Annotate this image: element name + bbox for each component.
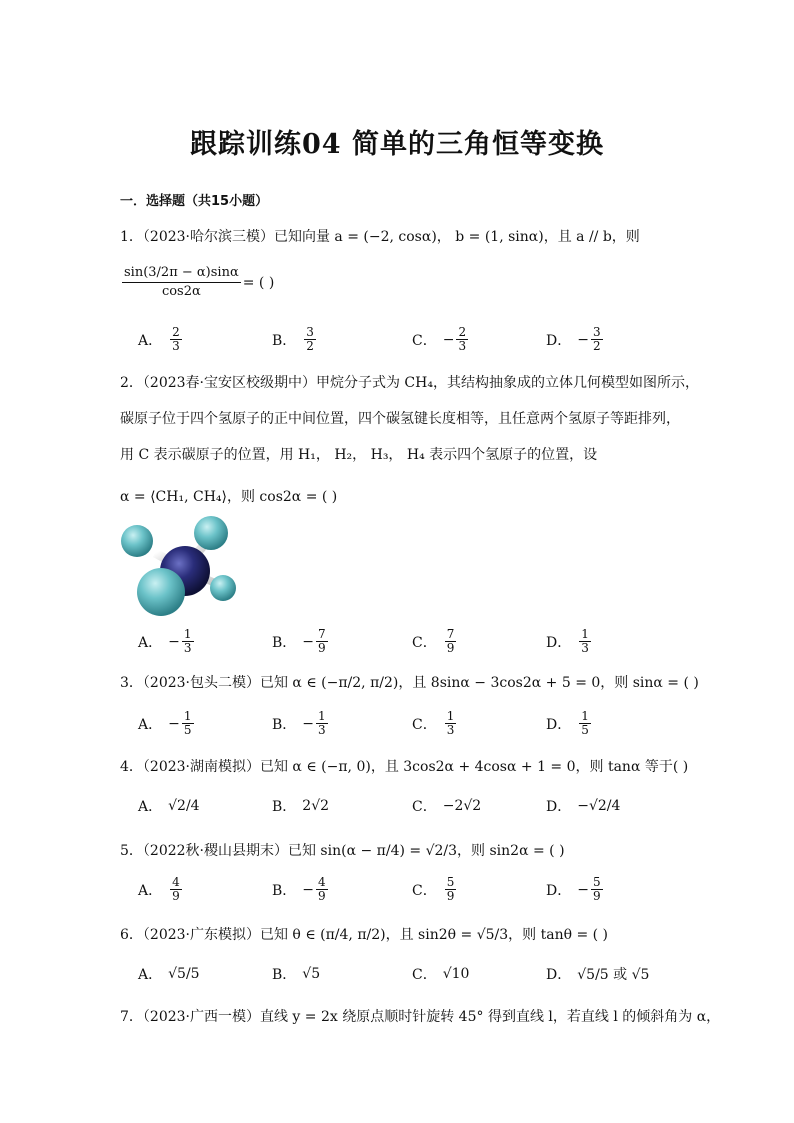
q3-option-a[interactable]: A． − $\frac{1}{5}$ [138, 709, 192, 737]
q4-option-b[interactable]: B． 2√2 [272, 798, 330, 815]
q3-option-c[interactable]: C． $\frac{1}{3}$ [412, 709, 455, 737]
hydrogen-atom [137, 568, 185, 616]
q2-option-a[interactable]: A． − $\frac{1}{3}$ [138, 627, 192, 655]
q1-expr-tail: = ( ) [242, 274, 275, 291]
q2-stem-line1: 2．（2023春·宝安区校级期中）甲烷分子式为 CH₄，其结构抽象成的立体几何模型如图所示， [120, 375, 699, 391]
q2-stem-line4: α = ⟨CH₁, CH₄⟩，则 cos2α = ( ) [120, 489, 338, 505]
q6-option-b[interactable]: B． √5 [272, 966, 321, 983]
q5-stem: 5．（2022秋·稷山县期末）已知 sin(α − π/4) = √2/3，则 sin2α = ( ) [120, 843, 565, 859]
q1-expr-denominator: cos2α [161, 284, 201, 299]
q4-option-c[interactable]: C． −2√2 [412, 798, 482, 815]
q4-option-a[interactable]: A． √2/4 [138, 798, 200, 815]
q5-option-c[interactable]: C． $\frac{5}{9}$ [412, 875, 455, 903]
q5-option-d[interactable]: D． − $\frac{5}{9}$ [546, 875, 601, 903]
q4-stem: 4．（2023·湖南模拟）已知 α ∈ (−π, 0)，且 3cos2α + 4cosα + 1 = 0，则 tanα 等于( ) [120, 759, 689, 775]
q1-option-c[interactable]: C． − $\frac{2}{3}$ [412, 325, 467, 353]
q2-option-c[interactable]: C． $\frac{7}{9}$ [412, 627, 455, 655]
q3-option-b[interactable]: B． − $\frac{1}{3}$ [272, 709, 326, 737]
hydrogen-atom [210, 575, 236, 601]
section-heading: 一．选择题（共15小题） [120, 194, 269, 209]
q6-option-c[interactable]: C． √10 [412, 966, 470, 983]
q1-option-a[interactable]: A． $\frac{2}{3}$ [138, 325, 180, 353]
methane-molecule-figure [115, 513, 245, 618]
q1-option-b[interactable]: B． $\frac{3}{2}$ [272, 325, 314, 353]
q2-option-b[interactable]: B． − $\frac{7}{9}$ [272, 627, 326, 655]
q5-option-a[interactable]: A． $\frac{4}{9}$ [138, 875, 180, 903]
q2-stem-line3: 用 C 表示碳原子的位置，用 H₁， H₂， H₃， H₄ 表示四个氢原子的位置，设 [120, 447, 598, 463]
q6-option-a[interactable]: A． √5/5 [138, 966, 200, 983]
hydrogen-atom [194, 516, 228, 550]
q6-option-d[interactable]: D． √5/5 或 √5 [546, 967, 650, 983]
q4-option-d[interactable]: D． −√2/4 [546, 798, 621, 815]
q7-stem: 7．（2023·广西一模）直线 y = 2x 绕原点顺时针旋转 45° 得到直线 l，若直线 l 的倾斜角为 α， [120, 1009, 721, 1025]
q5-option-b[interactable]: B． − $\frac{4}{9}$ [272, 875, 326, 903]
q3-option-d[interactable]: D． $\frac{1}{5}$ [546, 709, 589, 737]
q2-stem-line2: 碳原子位于四个氢原子的正中间位置，四个碳氢键长度相等，且任意两个氢原子等距排列， [120, 411, 680, 427]
q3-stem: 3．（2023·包头二模）已知 α ∈ (−π/2, π/2)，且 8sinα − 3cos2α + 5 = 0，则 sinα = ( ) [120, 675, 699, 691]
hydrogen-atom [121, 525, 153, 557]
page-title: 跟踪训练04 简单的三角恒等变换 [190, 129, 604, 160]
q1-stem: 1．（2023·哈尔滨三模）已知向量 a = (−2, cosα)， b = (1, sinα)，且 a // b，则 [120, 229, 640, 245]
q1-expr-numerator: sin(3/2π − α)sinα [122, 264, 241, 283]
q6-stem: 6．（2023·广东模拟）已知 θ ∈ (π/4, π/2)，且 sin2θ = √5/3，则 tanθ = ( ) [120, 927, 609, 943]
q1-expression [120, 264, 274, 301]
q2-option-d[interactable]: D． $\frac{1}{3}$ [546, 627, 589, 655]
q1-option-d[interactable]: D． − $\frac{3}{2}$ [546, 325, 601, 353]
